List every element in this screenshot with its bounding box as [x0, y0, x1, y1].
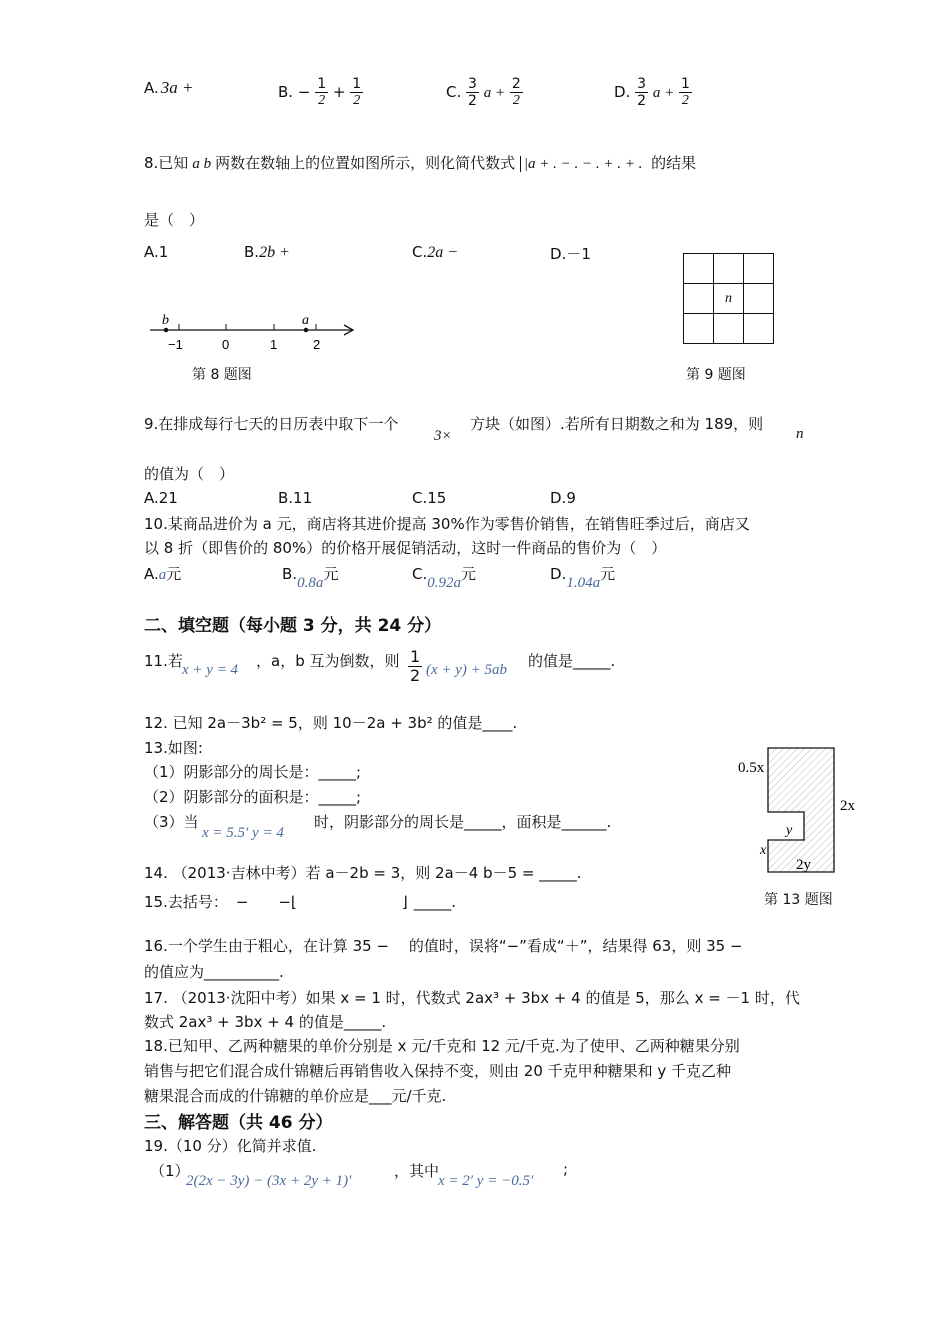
q10-option-d: D.1.04a元	[550, 565, 616, 591]
q9-option-a: A.21	[144, 489, 178, 507]
fig-label-inner: y	[786, 823, 793, 838]
q13-part3b: 时，阴影部分的周长是_____，面积是______.	[314, 813, 612, 831]
q9-question-cont: 方块（如图）.若所有日期数之和为 189，则	[470, 415, 764, 433]
q9-option-d: D.9	[550, 489, 576, 507]
q10-line1: 10.某商品进价为 a 元，商店将其进价提高 30%作为零售价销售，在销售旺季过后，商店又	[144, 515, 750, 533]
q8-question: 8.已知 a b 两数在数轴上的位置如图所示，则化简代数式 |a + . − . − . + . + . 的结果	[144, 154, 697, 172]
section-2-heading: 二、填空题（每小题 3 分，共 24 分）	[144, 616, 442, 636]
q13-part3-expr: x = 5.5′ y = 4	[202, 825, 284, 841]
q16-line1: 16.一个学生由于粗心，在计算 35 − 的值时，误将“−”看成“＋”，结果得 63，则 35 −	[144, 937, 743, 955]
fig-label-top: 0.5x	[738, 760, 765, 776]
q11-mid: ，a，b 互为倒数，则	[256, 652, 400, 670]
q10-line2: 以 8 折（即售价的 80%）的价格开展促销活动，这时一件商品的售价为（ ）	[144, 539, 667, 557]
q9-math: 3×	[434, 428, 452, 444]
q18-line1: 18.已知甲、乙两种糖果的单价分别是 x 元/千克和 12 元/千克.为了使甲、乙两种糖果分别	[144, 1037, 740, 1055]
q10-option-c: C.0.92a元	[412, 565, 477, 591]
q13-caption: 第 13 题图	[764, 892, 833, 908]
q11-expr1: x + y = 4	[182, 662, 239, 678]
grid-center-n: n	[714, 284, 744, 314]
section-3-heading: 三、解答题（共 46 分）	[144, 1113, 333, 1133]
q19-end: ;	[563, 1160, 569, 1178]
q11-prefix: 11.若	[144, 652, 183, 670]
q19-mid: ，其中	[394, 1162, 440, 1180]
q7-option-b: B. − $\frac{1}{2}$ + $\frac{1}{2}$	[278, 76, 362, 109]
q13-part3a: （3）当	[144, 813, 199, 831]
q7-option-c: C. $\frac{3}{2}$ a + $\frac{2}{2}$	[446, 76, 521, 110]
tick-label: 0	[222, 337, 230, 352]
q19-cond: x = 2′ y = −0.5′	[438, 1173, 534, 1189]
q8-caption: 第 8 题图	[192, 367, 252, 383]
q7-option-d: D. $\frac{3}{2}$ a + $\frac{1}{2}$	[614, 76, 690, 110]
q13-head: 13.如图:	[144, 739, 203, 757]
point-a-label: a	[302, 313, 309, 328]
q18-line3: 糖果混合而成的什锦糖的单价应是___元/千克.	[144, 1087, 447, 1105]
q10-option-a: A.a元	[144, 565, 182, 583]
q11-suffix: 的值是_____.	[528, 652, 616, 670]
q10-option-b: B.0.8a元	[282, 565, 339, 591]
q8-option-b: B.2b +	[244, 243, 290, 261]
q16-line2: 的值应为__________.	[144, 963, 284, 981]
q9-question: 9.在排成每行七天的日历表中取下一个	[144, 415, 399, 433]
fig-label-bottom: 2y	[796, 857, 811, 873]
q9-option-b: B.11	[278, 489, 313, 507]
q14: 14. （2013·吉林中考）若 a－2b = 3，则 2a－4 b－5 = _____.	[144, 864, 582, 882]
q8-option-c: C.2a −	[412, 243, 459, 261]
q17-line1: 17. （2013·沈阳中考）如果 x = 1 时，代数式 2ax³ + 3bx + 4 的值是 5，那么 x = －1 时，代	[144, 989, 800, 1007]
q11-fraction: $\frac{1}{2}$	[410, 647, 421, 686]
q19-part1: （1）	[150, 1162, 190, 1180]
tick-label: 1	[270, 337, 278, 352]
q12: 12. 已知 2a－3b² = 5，则 10－2a + 3b² 的值是____.	[144, 714, 518, 732]
q7-option-a: A. 3a +	[144, 78, 194, 97]
q9-option-c: C.15	[412, 489, 447, 507]
tick-label: −1	[168, 337, 183, 352]
q8-option-a: A.1	[144, 243, 169, 261]
fig-label-left: x	[760, 843, 767, 858]
q11-expr2: (x + y) + 5ab	[426, 662, 508, 678]
q9-line2: 的值为（ ）	[144, 465, 235, 483]
q13-part1: （1）阴影部分的周长是：_____;	[144, 763, 362, 781]
q18-line2: 销售与把它们混合成什锦糖后再销售收入保持不变，则由 20 千克甲种糖果和 y 千克乙种	[144, 1062, 732, 1080]
q19-expr: 2(2x − 3y) − (3x + 2y + 1)′	[186, 1173, 352, 1189]
point-b-label: b	[162, 313, 169, 328]
q8-line2: 是（ ）	[144, 211, 205, 229]
q8-option-d: D.－1	[550, 245, 591, 263]
q19-head: 19.（10 分）化简并求值.	[144, 1137, 317, 1155]
tick-label: 2	[313, 337, 321, 352]
calendar-grid	[683, 253, 774, 344]
number-line-figure	[146, 308, 360, 354]
fig-label-right: 2x	[840, 798, 855, 814]
q13-part2: （2）阴影部分的面积是：_____;	[144, 788, 362, 806]
q9-var: n	[796, 426, 804, 442]
q9-caption: 第 9 题图	[686, 367, 746, 383]
q17-line2: 数式 2ax³ + 3bx + 4 的值是_____.	[144, 1013, 387, 1031]
q15: 15.去括号： − −⌊ ⌋ _____.	[144, 893, 456, 911]
q13-shaded-figure	[736, 746, 866, 878]
